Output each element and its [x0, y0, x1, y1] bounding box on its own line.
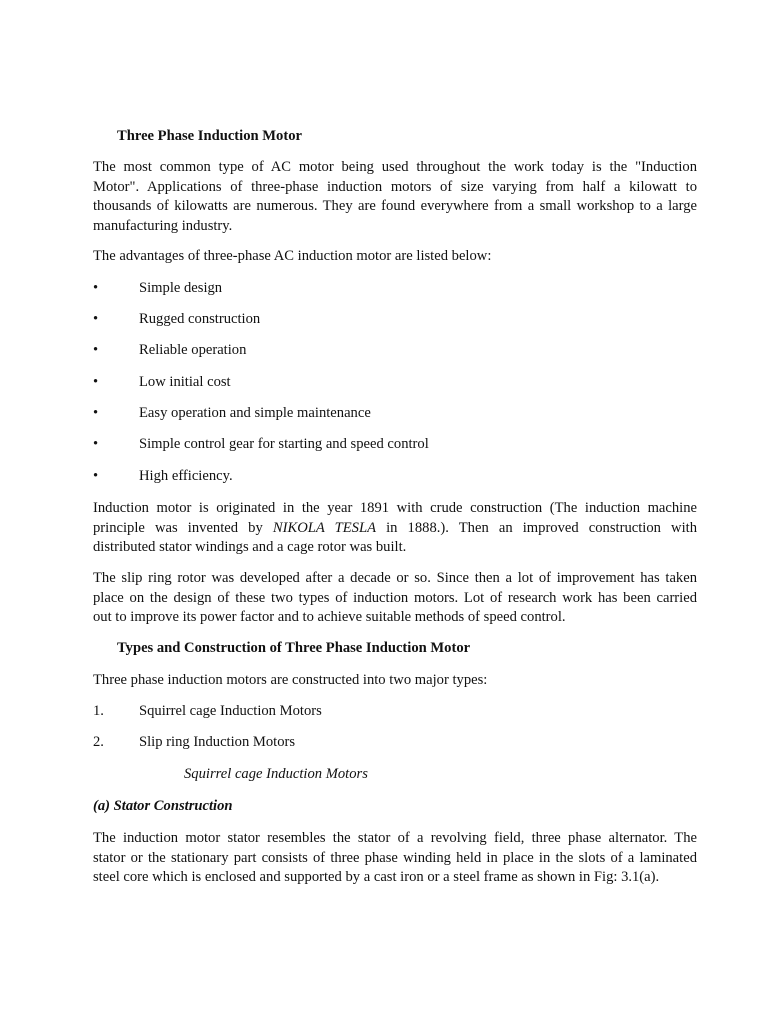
history-line: distributed stator windings and a cage rotor was built. — [93, 539, 407, 555]
slip-ring-paragraph — [93, 569, 697, 628]
slip-ring-line: The slip ring rotor was developed after a decade or so. Since then a lot of improvement has taken — [93, 570, 697, 586]
heading-three-phase-induction-motor: Three Phase Induction Motor — [117, 128, 302, 144]
inventor-name: NIKOLA TESLA — [272, 519, 376, 536]
bullet-marker: • — [93, 374, 99, 390]
intro-line: manufacturing industry. — [93, 217, 233, 234]
intro-paragraph — [93, 158, 697, 236]
history-line — [93, 519, 697, 539]
advantage-text: High efficiency. — [139, 468, 233, 484]
bullet-marker: • — [93, 436, 99, 452]
bullet-marker: • — [93, 405, 99, 421]
type-label: Squirrel cage Induction Motors — [139, 703, 322, 719]
advantage-text: Simple design — [139, 280, 223, 296]
list-number: 2. — [93, 734, 104, 750]
advantages-intro: The advantages of three-phase AC induction motor are listed below: — [93, 248, 492, 264]
type-label: Slip ring Induction Motors — [139, 734, 296, 750]
advantage-text: Rugged construction — [139, 311, 261, 327]
stator-line: The induction motor stator resembles the stator of a revolving field, three phase alternator. The — [93, 830, 697, 846]
bullet-marker: • — [93, 468, 99, 484]
history-paragraph — [93, 499, 697, 558]
subheading-squirrel-cage: Squirrel cage Induction Motors — [184, 766, 368, 782]
intro-line: The most common type of AC motor being used throughout the work today is the "Induction — [93, 159, 697, 175]
history-line: Induction motor is originated in the year 1891 with crude construction (The induction machine — [93, 500, 697, 516]
stator-line: stator or the stationary part consists of three phase winding held in place in the slots of a laminated — [93, 849, 697, 866]
history-text: in 1888.). Then an improved construction with — [375, 519, 697, 536]
heading-types-and-construction: Types and Construction of Three Phase Induction Motor — [117, 640, 471, 656]
advantage-text: Simple control gear for starting and speed control — [139, 436, 429, 452]
intro-line: thousands of kilowatts are numerous. They are found everywhere from a small workshop to a large — [93, 198, 697, 214]
advantage-text: Reliable operation — [139, 342, 247, 358]
section-label-stator: (a) Stator Construction — [93, 798, 233, 814]
types-intro: Three phase induction motors are constructed into two major types: — [93, 672, 488, 688]
slip-ring-line: out to improve its power factor and to achieve suitable methods of speed control. — [93, 609, 566, 625]
history-text: principle was invented by — [93, 519, 273, 536]
stator-line: steel core which is enclosed and supported by a cast iron or a steel frame as shown in Fig: 3.1(a). — [93, 869, 660, 885]
stator-paragraph — [93, 829, 697, 888]
bullet-marker: • — [93, 342, 99, 358]
bullet-marker: • — [93, 311, 99, 327]
list-number: 1. — [93, 703, 104, 719]
advantage-text: Low initial cost — [139, 374, 231, 390]
slip-ring-line: place on the design of these two types of induction motors. Lot of research work has been carried — [93, 589, 697, 606]
bullet-marker: • — [93, 280, 99, 296]
intro-line: Motor". Applications of three-phase induction motors of size varying from half a kilowatt to — [93, 178, 697, 195]
advantage-text: Easy operation and simple maintenance — [139, 405, 371, 421]
